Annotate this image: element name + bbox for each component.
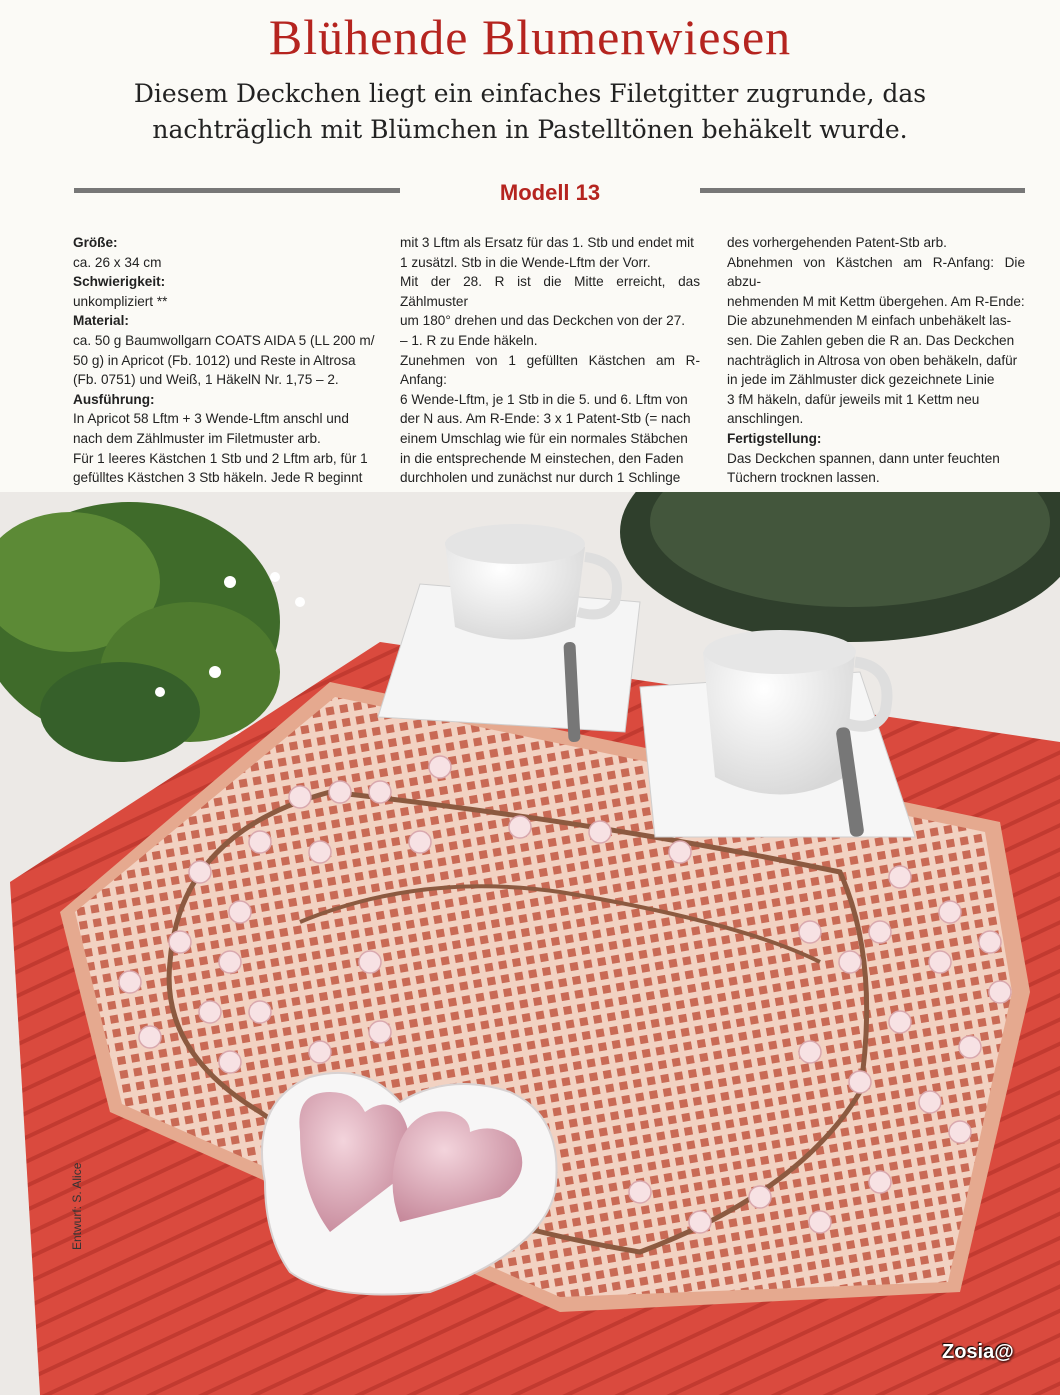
text-line: durchholen und zunächst nur durch 1 Schlinge: [400, 470, 681, 486]
text-line: nehmenden M mit Kettm übergehen. Am R-Ende:: [727, 293, 1025, 309]
text-line: einem Umschlag wie für ein normales Stäbchen: [400, 430, 688, 446]
execution-line: gefülltes Kästchen 3 Stb häkeln. Jede R beginnt: [73, 470, 363, 486]
text-line: Zunehmen von 1 gefüllten Kästchen am R-Anfang:: [400, 352, 700, 388]
execution-line: In Apricot 58 Lftm + 3 Wende-Lftm anschl und: [73, 411, 349, 427]
size-value: ca. 26 x 34 cm: [73, 254, 162, 270]
text-line: nachträglich in Altrosa von oben behäkeln, dafür: [727, 352, 1018, 368]
subtitle-line: nachträglich mit Blümchen in Pastelltönen behäkelt wurde.: [152, 115, 908, 144]
execution-line: Für 1 leeres Kästchen 1 Stb und 2 Lftm arb, für 1: [73, 450, 368, 466]
photo-illustration: [0, 492, 1060, 1395]
finish-label: Fertigstellung:: [727, 430, 822, 446]
material-line: (Fb. 0751) und Weiß, 1 HäkelN Nr. 1,75 – 2.: [73, 372, 339, 388]
execution-line: nach dem Zählmuster im Filetmuster arb.: [73, 430, 321, 446]
text-line: um 180° drehen und das Deckchen von der 27.: [400, 313, 686, 329]
text-line: Abnehmen von Kästchen am R-Anfang: Die abzu-: [727, 254, 1025, 290]
text-line: in jede im Zählmuster dick gezeichnete Linie: [727, 372, 995, 388]
finish-line: Tüchern trocknen lassen.: [727, 470, 880, 486]
text-line: sen. Die Zahlen geben die R an. Das Deckchen: [727, 332, 1015, 348]
model-heading: Modell 13: [499, 180, 601, 205]
text-line: 3 fM häkeln, dafür jeweils mit 1 Kettm neu: [727, 391, 980, 407]
text-line: 6 Wende-Lftm, je 1 Stb in die 5. und 6. Lftm von: [400, 391, 688, 407]
subtitle: [80, 76, 980, 148]
subtitle-line: Diesem Deckchen liegt ein einfaches Filetgitter zugrunde, das: [133, 79, 927, 108]
material-line: ca. 50 g Baumwollgarn COATS AIDA 5 (LL 200 m/: [73, 332, 375, 348]
column-1: [73, 233, 376, 488]
text-line: in die entsprechende M einstechen, den Faden: [400, 450, 684, 466]
text-line: anschlingen.: [727, 411, 804, 427]
material-label: Material:: [73, 313, 129, 329]
text-line: der N aus. Am R-Ende: 3 x 1 Patent-Stb (= nach: [400, 411, 691, 427]
text-line: Mit der 28. R ist die Mitte erreicht, das Zählmuster: [400, 274, 700, 309]
photo-credit: Entwurf: S. Alice: [70, 1162, 84, 1250]
product-photo: [0, 492, 1060, 1395]
watermark-signature: Zosia@: [942, 1341, 1014, 1363]
difficulty-label: Schwierigkeit:: [73, 274, 166, 290]
text-line: Die abzunehmenden M einfach unbehäkelt las-: [727, 313, 1012, 329]
text-line: 1 zusätzl. Stb in die Wende-Lftm der Vorr.: [400, 254, 651, 270]
column-3: [727, 233, 1025, 488]
divider-right: [700, 188, 1025, 193]
divider-left: [74, 188, 400, 193]
text-line: mit 3 Lftm als Ersatz für das 1. Stb und endet mit: [400, 235, 694, 250]
column-2: [400, 233, 700, 527]
page-title: Blühende Blumenwiesen: [268, 9, 792, 65]
execution-label: Ausführung:: [73, 391, 155, 407]
size-label: Größe:: [73, 235, 118, 250]
text-line: des vorhergehenden Patent-Stb arb.: [727, 235, 947, 250]
finish-line: Das Deckchen spannen, dann unter feuchten: [727, 450, 1000, 466]
material-line: 50 g) in Apricot (Fb. 1012) und Reste in Altrosa: [73, 352, 356, 368]
difficulty-value: unkompliziert **: [73, 293, 168, 309]
text-line: – 1. R zu Ende häkeln.: [400, 332, 538, 348]
